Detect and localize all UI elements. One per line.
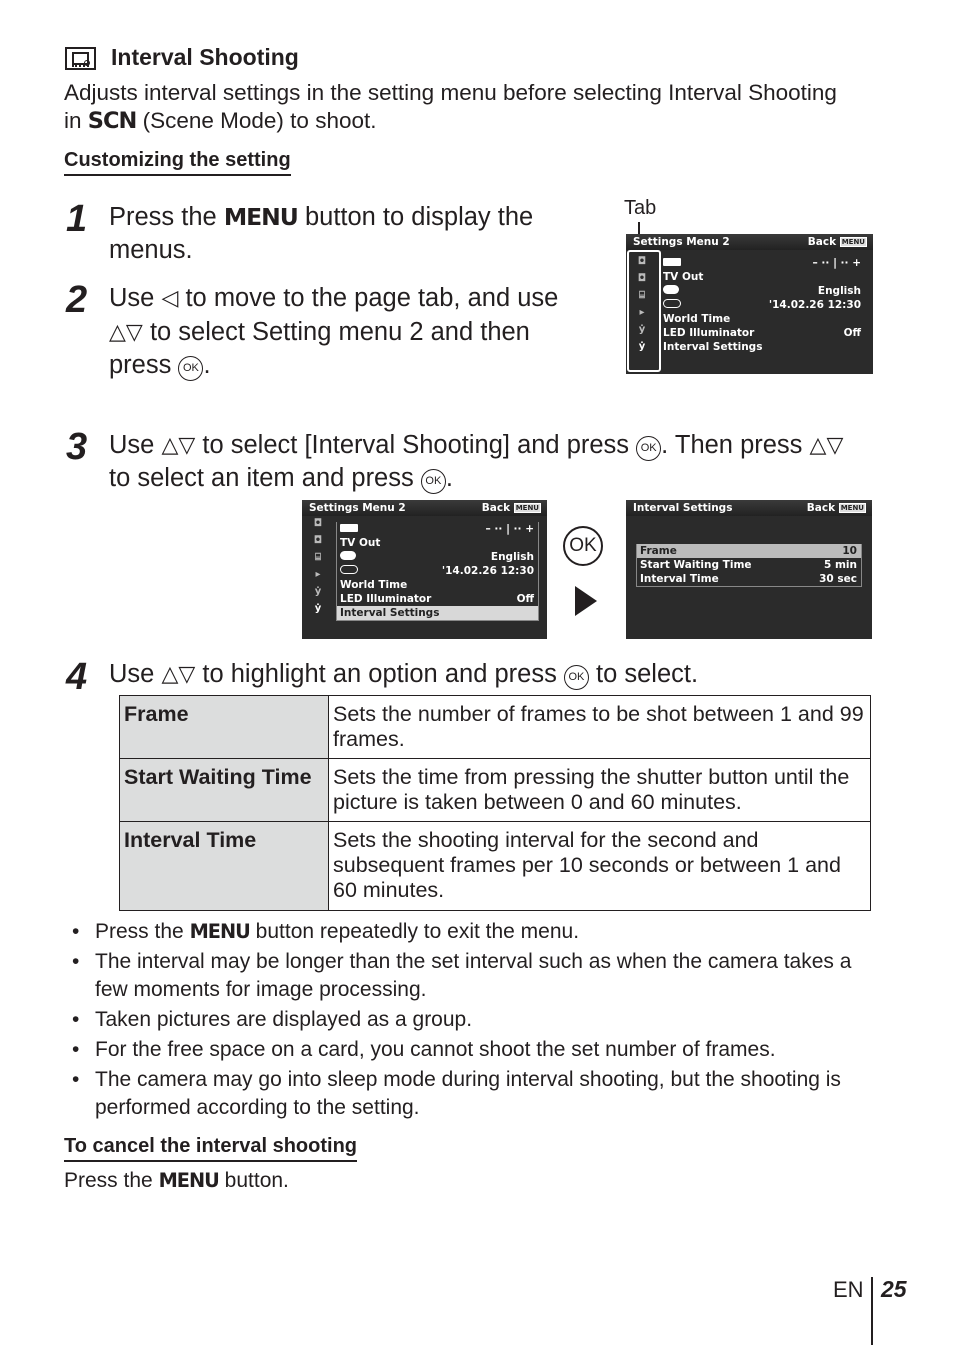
section-intro: Adjusts interval settings in the setting menu before selecting Interval Shooting in SCN (Scene Mode) to shoot.: [64, 80, 837, 134]
tab-label: Tab: [624, 197, 657, 219]
option-desc: Sets the number of frames to be shot between 1 and 99 frames.: [329, 696, 871, 759]
frame-row: Frame 10: [637, 544, 861, 558]
interval-time-row: Interval Time 30 sec: [640, 573, 857, 585]
table-row: [120, 759, 871, 822]
left-arrow-icon: ◁: [161, 285, 179, 310]
option-name: Start Waiting Time: [120, 759, 329, 822]
section-title: Interval Shooting: [111, 44, 299, 70]
table-row: [120, 822, 871, 911]
step-1-number: 1: [66, 198, 88, 240]
camera-tab-icon: ◘: [637, 256, 647, 267]
list-item: • Press the MENU button repeatedly to exit the menu.: [72, 918, 882, 946]
setup-1-tab-icon: ẏ: [638, 324, 646, 335]
footer-divider: [871, 1277, 873, 1345]
cancel-text: Press the MENU button.: [64, 1169, 289, 1192]
settings-menu-screen-top: Settings Menu 2 Back MENU ◘ ◘ ⌸ ▸ ẏ ẏ – ·· | ·· + TV Out English '14.02.26 12:30 World Time LED Illuminator Off Interval Settings: [626, 234, 873, 374]
list-item: • The interval may be longer than the set interval such as when the camera takes a few moments for image processing.: [72, 948, 882, 1004]
step-4-number: 4: [66, 656, 88, 698]
interval-settings-screen: Interval Settings Back MENU Frame 10 Start Waiting Time 5 min Interval Time 30 sec: [626, 500, 872, 639]
language-label: EN: [833, 1277, 864, 1302]
ok-button-icon: OK: [564, 665, 589, 690]
option-name: Interval Time: [120, 822, 329, 911]
camera-tab-icon: ◘: [313, 518, 323, 529]
cancel-heading: To cancel the interval shooting: [64, 1135, 357, 1162]
start-waiting-row: Start Waiting Time 5 min: [640, 559, 857, 571]
down-arrow-icon: ▽: [178, 432, 196, 457]
list-item: • The camera may go into sleep mode during interval shooting, but the shooting is performed according to the setting.: [72, 1066, 882, 1122]
ok-button-icon: OK: [178, 356, 203, 381]
setup-2-tab-icon: ẏ: [314, 603, 322, 614]
ok-circle-icon: OK: [563, 526, 603, 566]
step-3-text: Use △▽ to select [Interval Shooting] and press OK . Then press △▽ to select an item and press OK .: [109, 431, 844, 492]
up-arrow-icon: △: [161, 661, 179, 686]
step-2-text: Use ◁ to move to the page tab, and use △▽ to select Setting menu 2 and then press OK .: [109, 284, 559, 379]
up-arrow-icon: △: [109, 319, 126, 344]
customizing-heading: Customizing the setting: [64, 149, 291, 176]
up-arrow-icon: △: [161, 432, 179, 457]
right-arrow-icon: [575, 586, 597, 616]
step-4-text: Use △▽ to highlight an option and press OK to select.: [109, 660, 699, 688]
table-row: [120, 696, 871, 759]
step-2-number: 2: [66, 279, 88, 321]
up-arrow-icon: △: [809, 432, 827, 457]
scn-icon: SCN: [87, 108, 137, 134]
camera-tab-icon: ◘: [313, 535, 323, 546]
playback-tab-icon: ▸: [639, 307, 645, 318]
interval-settings-row: Interval Settings: [337, 606, 538, 620]
ok-button-icon: OK: [421, 469, 446, 494]
menu-button-icon: MENU: [223, 203, 298, 231]
options-table: [119, 695, 871, 911]
list-item: • For the free space on a card, you cannot shoot the set number of frames.: [72, 1036, 882, 1064]
down-arrow-icon: ▽: [826, 432, 844, 457]
option-name: Frame: [120, 696, 329, 759]
option-desc: Sets the time from pressing the shutter button until the picture is taken between 0 and 60 minutes.: [329, 759, 871, 822]
setup-2-tab-icon: ẏ: [638, 341, 646, 352]
settings-menu-screen: Settings Menu 2 Back MENU ◘ ◘ ⌸ ▸ ẏ ẏ – ·· | ·· + TV Out English '14.02.26 12:30 World Time LED Illuminator Off Interval Settings: [302, 500, 547, 639]
interval-shooting-icon: [65, 47, 96, 70]
setup-1-tab-icon: ẏ: [314, 586, 322, 597]
camera-tab-icon: ◘: [637, 273, 647, 284]
notes-list: [72, 918, 882, 1124]
list-item: • Taken pictures are displayed as a group.: [72, 1006, 882, 1034]
step-1-text: Press the MENU button to display the menus.: [109, 203, 534, 264]
playback-tab-icon: ▸: [315, 569, 321, 580]
down-arrow-icon: ▽: [125, 319, 143, 344]
option-desc: Sets the shooting interval for the second and subsequent frames per 10 seconds or between 1 and 60 minutes.: [329, 822, 871, 911]
down-arrow-icon: ▽: [178, 661, 196, 686]
ok-button-icon: OK: [636, 436, 661, 461]
step-3-number: 3: [66, 426, 88, 468]
menu-button-icon: MENU: [189, 920, 250, 943]
movie-tab-icon: ⌸: [315, 552, 321, 563]
movie-tab-icon: ⌸: [639, 290, 645, 301]
menu-button-icon: MENU: [158, 1169, 219, 1192]
page-number: 25: [881, 1276, 907, 1302]
